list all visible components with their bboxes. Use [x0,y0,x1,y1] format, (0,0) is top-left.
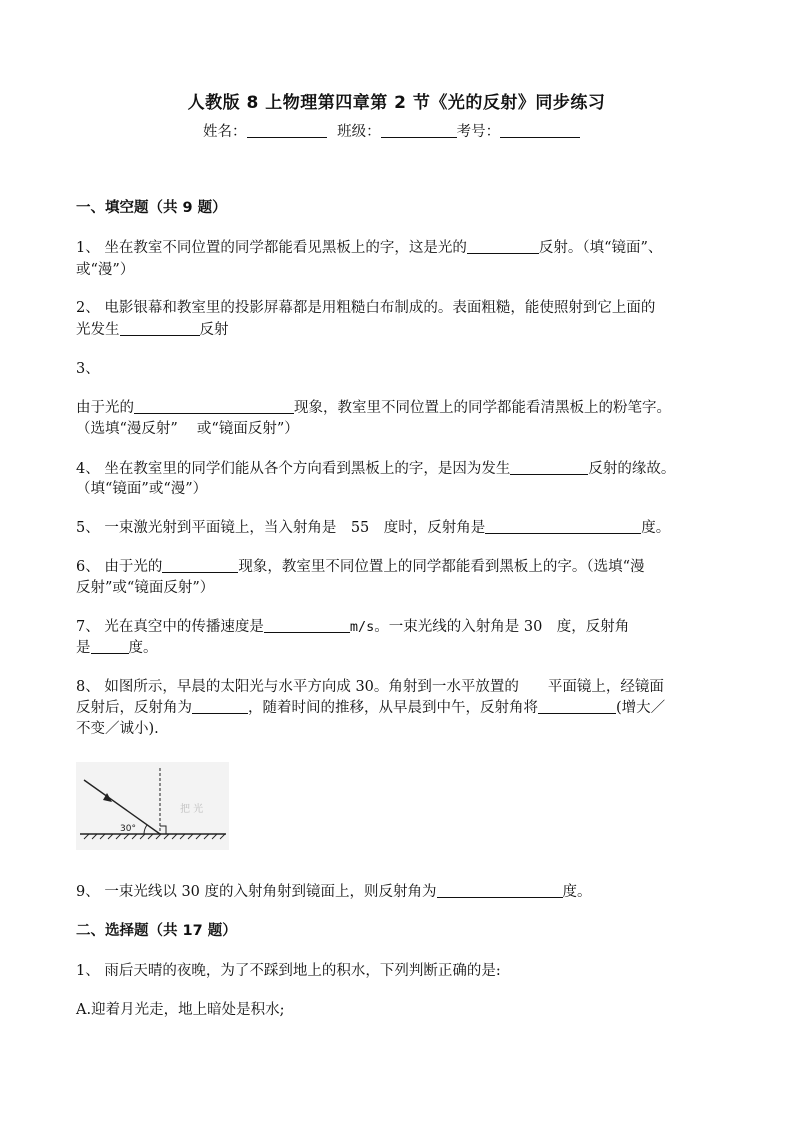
question-3-line-1 [76,396,671,417]
name-label: 姓名： [203,124,247,140]
question-7-line-2 [76,636,158,657]
figure-diagram [76,762,229,850]
class-field[interactable] [381,123,457,138]
section-2-heading: 二、选择题（共 17 题） [76,923,237,939]
question-3-line-2: （选填“漫反射” 或“镜面反射”） [76,421,299,437]
q8-text-3: (增大／ [616,700,666,716]
mirror-hatching [84,834,225,839]
question-5-line-1 [76,516,670,537]
q8-angle-blank[interactable] [192,699,248,714]
q6-blank[interactable] [162,558,238,573]
name-field[interactable] [247,123,327,138]
question-3-number: 3、 [76,361,100,377]
q7-text-3: 是 [76,640,91,656]
q9-text: 9、 一束光线以 30 度的入射角射到镜面上，则反射角为 [76,884,437,900]
choice-question-1: 1、 雨后天晴的夜晚，为了不踩到地上的积水，下列判断正确的是: [76,963,501,979]
q3-text: 由于光的 [76,400,134,416]
q7-speed-blank[interactable] [264,618,350,633]
question-8-line-3: 不变／诚小). [76,721,159,737]
q4-text-2: 反射的缘故。 [588,461,676,477]
q5-text-2: 度。 [641,520,671,536]
question-1-line-1 [76,236,662,257]
q1-text-2: 反射。（填“镜面”、 [538,240,663,256]
q6-text-2: 现象，教室里不同位置上的同学都能看到黑板上的字。（选填“漫 [238,559,645,575]
question-1-line-2: 或“漫”） [76,262,135,278]
q7-unit: m/s [349,619,375,635]
student-info-row [203,120,580,141]
q2-blank[interactable] [120,321,200,336]
choice-option-a[interactable]: A.迎着月光走，地上暗处是积水; [76,1002,285,1018]
q4-text: 4、 坐在教室里的同学们能从各个方向看到黑板上的字，是因为发生 [76,461,511,477]
q3-blank[interactable] [134,399,294,414]
q9-blank[interactable] [437,883,563,898]
question-4-line-1 [76,457,675,478]
question-6-line-1 [76,555,645,576]
q1-text: 1、 坐在教室不同位置的同学都能看见黑板上的字，这是光的 [76,240,467,256]
exam-no-field[interactable] [500,123,580,138]
question-2-line-1: 2、 电影银幕和教室里的投影屏幕都是用粗糙白布制成的。表面粗糙，能使照射到它上面的 [76,300,656,316]
question-4-line-2: （填“镜面”或“漫”） [76,481,208,497]
question-7-line-1 [76,615,629,636]
q6-text: 6、 由于光的 [76,559,163,575]
q5-blank[interactable] [485,519,641,534]
q7-text-2: 。一束光线的入射角是 30 度，反射角 [374,619,630,635]
page-title: 人教版 8 上物理第四章第 2 节《光的反射》同步练习 [187,93,606,113]
q2-text-2: 反射 [199,322,229,338]
q8-trend-blank[interactable] [538,699,616,714]
q4-blank[interactable] [510,460,588,475]
q7-angle-blank[interactable] [91,639,129,654]
q8-text-2: ，随着时间的推移，从早晨到中午，反射角将 [248,700,538,716]
figure-bg-text: 把 光 [180,804,204,815]
q5-text: 5、 一束激光射到平面镜上，当入射角是 55 度时，反射角是 [76,520,486,536]
q8-text: 反射后，反射角为 [76,700,192,716]
question-9-line-1 [76,880,592,901]
section-1-heading: 一、填空题（共 9 题） [76,200,227,216]
q7-text-4: 度。 [128,640,158,656]
question-6-line-2: 反射”或“镜面反射”） [76,580,215,596]
angle-label: 30° [120,824,136,834]
q9-text-2: 度。 [562,884,592,900]
exam-no-label: 考号： [456,124,501,140]
question-8-line-2 [76,696,665,717]
angle-arc [144,825,147,834]
figure-sunlight-mirror [76,762,229,850]
question-2-line-2 [76,318,229,339]
q3-text-2: 现象，教室里不同位置上的同学都能看清黑板上的粉笔字。 [294,400,671,416]
q7-text: 7、 光在真空中的传播速度是 [76,619,264,635]
right-angle-mark [160,826,166,834]
q1-blank[interactable] [467,239,539,254]
class-label: 班级： [337,124,381,140]
q2-text: 光发生 [76,322,120,338]
question-8-line-1: 8、 如图所示，早晨的太阳光与水平方向成 30。角射到一水平放置的 平面镜上，经镜面 [76,679,664,695]
